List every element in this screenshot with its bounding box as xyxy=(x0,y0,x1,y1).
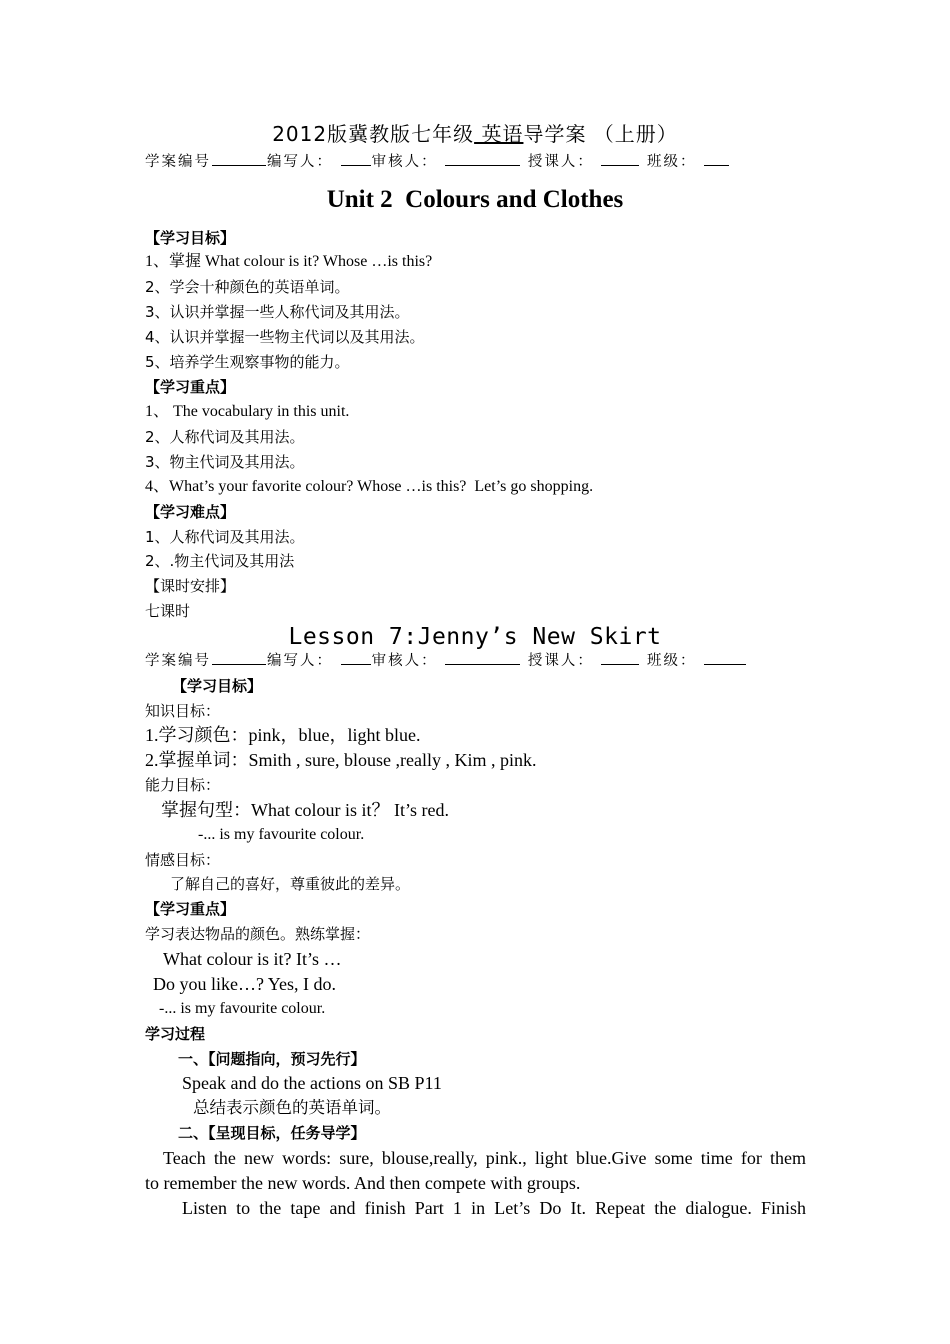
focus-item: 3、物主代词及其用法。 xyxy=(145,453,305,471)
focus-item: 2、人称代词及其用法。 xyxy=(145,428,305,446)
focus-item: 4、What’s your favorite colour? Whose …is this? Let’s go shopping. xyxy=(145,478,594,495)
header-subject: 英语 xyxy=(474,122,524,146)
step1-heading: 一、【问题指向，预习先行】 xyxy=(178,1050,366,1068)
lesson-focus-item: What colour is it? It’s … xyxy=(163,949,342,969)
section-heading-schedule: 【课时安排】 xyxy=(145,577,236,595)
paragraph-line: Teach the new words: sure, blouse,really, pink., light blue.Give some time for them xyxy=(163,1148,806,1168)
difficult-item: 2、.物主代词及其用法 xyxy=(145,552,295,570)
document-header xyxy=(0,124,950,144)
emotion-text: 了解自己的喜好，尊重彼此的差异。 xyxy=(170,875,411,893)
process-heading: 学习过程 xyxy=(145,1025,206,1043)
paragraph-line: to remember the new words. And then compete with groups. xyxy=(145,1173,581,1193)
goal-item: 4、认识并掌握一些物主代词以及其用法。 xyxy=(145,328,425,346)
ability-item: 掌握句型：What colour is it？ It’s red. xyxy=(161,800,449,820)
step1-item: 总结表示颜色的英语单词。 xyxy=(193,1098,391,1117)
schedule-text: 七课时 xyxy=(145,602,191,620)
lesson-focus-item: -... is my favourite colour. xyxy=(159,1000,326,1017)
knowledge-item: 2.掌握单词：Smith , sure, blouse ,really , Kim , pink. xyxy=(145,750,537,770)
section-heading-difficult: 【学习难点】 xyxy=(145,503,236,521)
goal-item: 2、学会十种颜色的英语单词。 xyxy=(145,278,350,296)
knowledge-heading: 知识目标： xyxy=(145,702,221,720)
lesson-focus-heading: 【学习重点】 xyxy=(145,900,236,918)
header-suffix: 导学案 （上册） xyxy=(523,122,678,146)
difficult-item: 1、人称代词及其用法。 xyxy=(145,528,305,546)
meta-line-1: 学案编号 编写人： 审核人： 授课人： 班级： xyxy=(145,152,730,172)
goal-item: 1、掌握 What colour is it? Whose …is this? xyxy=(145,253,433,270)
step1-item: Speak and do the actions on SB P11 xyxy=(182,1073,442,1093)
step2-heading: 二、【呈现目标，任务导学】 xyxy=(178,1124,366,1142)
goal-item: 3、认识并掌握一些人称代词及其用法。 xyxy=(145,303,410,321)
paragraph-line: Listen to the tape and finish Part 1 in Let’s Do It. Repeat the dialogue. Finish xyxy=(182,1198,806,1218)
section-heading-goals: 【学习目标】 xyxy=(145,229,236,247)
lesson-title: Lesson 7:Jenny’s New Skirt xyxy=(288,624,662,650)
lesson-goals-heading: 【学习目标】 xyxy=(172,677,263,695)
emotion-heading: 情感目标： xyxy=(145,851,221,869)
meta-line-2: 学案编号 编写人： 审核人： 授课人： 班级： xyxy=(145,651,747,671)
unit-title: Unit 2 Colours and Clothes xyxy=(326,186,624,213)
knowledge-item: 1.学习颜色：pink，blue，light blue. xyxy=(145,725,421,745)
lesson-focus-item: Do you like…? Yes, I do. xyxy=(153,974,336,994)
lesson-focus-item: 学习表达物品的颜色。熟练掌握： xyxy=(145,925,371,943)
goal-item: 5、培养学生观察事物的能力。 xyxy=(145,353,350,371)
ability-heading: 能力目标： xyxy=(145,776,221,794)
focus-item: 1、 The vocabulary in this unit. xyxy=(145,403,350,420)
ability-item: -... is my favourite colour. xyxy=(198,826,365,843)
header-prefix: 2012版冀教版七年级 xyxy=(272,122,475,146)
section-heading-focus: 【学习重点】 xyxy=(145,378,236,396)
